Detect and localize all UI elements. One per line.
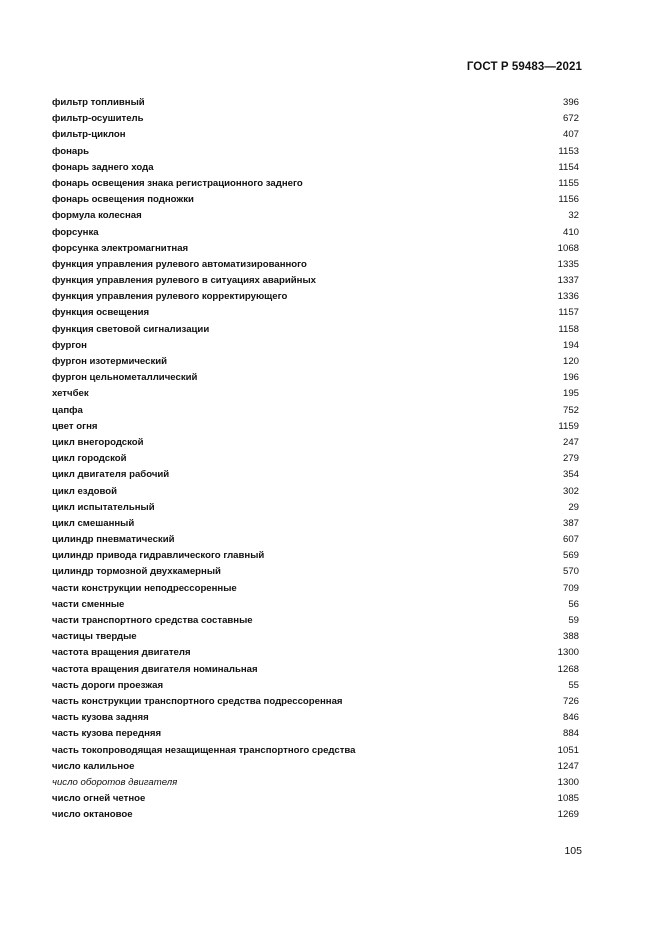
index-entry	[52, 807, 579, 823]
index-entry	[52, 678, 579, 694]
index-page-ref: 1085	[557, 793, 579, 805]
index-entry	[52, 597, 579, 613]
index-entry	[52, 613, 579, 629]
index-page-ref: 194	[562, 339, 579, 351]
index-term: хетчбек	[52, 388, 89, 400]
index-term: частота вращения двигателя	[52, 647, 191, 659]
index-entry	[52, 548, 579, 564]
index-entry	[52, 516, 579, 532]
index-page-ref: 59	[568, 615, 579, 626]
index-entry	[52, 645, 579, 661]
index-page-ref: 1156	[558, 194, 579, 206]
index-page-ref: 410	[562, 226, 579, 238]
index-term: функция управления рулевого автоматизированного	[52, 258, 307, 270]
index-page-ref: 607	[562, 534, 579, 546]
index-term: число оборотов двигателя	[52, 776, 178, 788]
index-entry	[52, 743, 579, 759]
index-page-ref: 387	[562, 517, 579, 529]
index-page-ref: 388	[562, 631, 579, 643]
index-term: цилиндр тормозной двухкамерный	[52, 566, 221, 578]
index-page-ref: 247	[562, 436, 579, 448]
index-entry	[52, 208, 579, 224]
index-page-ref: 56	[568, 598, 579, 610]
index-entry	[52, 500, 579, 516]
index-term: части конструкции неподрессоренные	[52, 582, 237, 594]
index-term: часть дороги проезжая	[52, 679, 164, 691]
index-entry	[52, 370, 579, 386]
index-entry	[52, 338, 579, 354]
index-page-ref: 196	[562, 372, 579, 384]
index-page-ref: 1247	[557, 760, 579, 772]
index-term: фургон цельнометаллический	[52, 372, 198, 384]
index-term: части транспортного средства составные	[52, 615, 253, 626]
index-page-ref: 1300	[557, 647, 579, 659]
index-page-ref: 302	[562, 485, 579, 497]
index-entry	[52, 144, 579, 160]
index-term: число октановое	[52, 809, 133, 821]
index-term: фонарь заднего хода	[52, 161, 154, 173]
index-page-ref: 1158	[558, 323, 579, 335]
index-term: цикл внегородской	[52, 436, 144, 448]
index-entry	[52, 273, 579, 289]
index-page-ref: 752	[562, 404, 579, 416]
index-page-ref: 1159	[558, 420, 579, 432]
index-entry	[52, 127, 579, 143]
index-entry	[52, 354, 579, 370]
index-page-ref: 1157	[558, 307, 579, 319]
index-page-ref: 32	[568, 210, 579, 222]
index-page-ref: 1154	[558, 161, 579, 173]
index-page-ref: 407	[562, 129, 579, 141]
index-entry	[52, 289, 579, 305]
index-entry	[52, 662, 579, 678]
index-entry	[52, 532, 579, 548]
index-page-ref: 846	[562, 712, 579, 724]
index-entry	[52, 176, 579, 192]
index-entry	[52, 95, 579, 111]
index-term: формула колесная	[52, 210, 142, 222]
index-term: фургон	[52, 339, 87, 351]
page-number: 105	[564, 845, 582, 857]
index-list	[52, 95, 579, 823]
index-entry	[52, 484, 579, 500]
index-page-ref: 1153	[558, 145, 579, 157]
index-term: цилиндр привода гидравлического главный	[52, 550, 265, 562]
index-term: цикл испытательный	[52, 501, 155, 513]
document-header: ГОСТ Р 59483—2021	[466, 61, 582, 73]
index-page-ref: 1335	[557, 258, 579, 270]
index-page-ref: 570	[562, 566, 579, 578]
index-entry	[52, 759, 579, 775]
index-page-ref: 1336	[557, 291, 579, 303]
index-term: число огней четное	[52, 793, 146, 805]
index-term: цикл смешанный	[52, 517, 135, 529]
index-term: форсунка	[52, 226, 99, 238]
index-page-ref: 709	[562, 582, 579, 594]
index-term: части сменные	[52, 598, 125, 610]
index-page-ref: 884	[562, 728, 579, 740]
index-entry	[52, 322, 579, 338]
index-page-ref: 279	[562, 453, 579, 465]
index-page-ref: 1155	[558, 177, 579, 189]
index-entry	[52, 791, 579, 807]
index-entry	[52, 581, 579, 597]
index-term: функция освещения	[52, 307, 150, 319]
index-term: цикл ездовой	[52, 485, 118, 497]
index-term: число калильное	[52, 760, 135, 772]
index-entry	[52, 629, 579, 645]
index-page-ref: 195	[562, 388, 579, 400]
index-entry	[52, 257, 579, 273]
index-term: фонарь	[52, 145, 90, 157]
index-term: цилиндр пневматический	[52, 534, 175, 546]
index-entry	[52, 467, 579, 483]
index-entry	[52, 419, 579, 435]
index-page-ref: 726	[562, 695, 579, 707]
index-term: частота вращения двигателя номинальная	[52, 663, 258, 675]
index-term: функция управления рулевого в ситуациях аварийных	[52, 275, 316, 287]
index-entry	[52, 386, 579, 402]
index-term: цапфа	[52, 404, 83, 416]
index-term: функция управления рулевого корректирующего	[52, 291, 288, 303]
index-term: часть токопроводящая незащищенная транспортного средства	[52, 744, 356, 756]
index-entry	[52, 694, 579, 710]
index-term: цвет огня	[52, 420, 98, 432]
index-page-ref: 1337	[557, 275, 579, 287]
index-term: фонарь освещения знака регистрационного заднего	[52, 177, 303, 189]
index-term: часть кузова задняя	[52, 712, 149, 724]
index-entry	[52, 305, 579, 321]
index-term: фильтр-осушитель	[52, 113, 144, 125]
index-term: фонарь освещения подножки	[52, 194, 194, 206]
index-term: фильтр топливный	[52, 97, 145, 108]
index-page-ref: 1269	[557, 809, 579, 821]
index-term: функция световой сигнализации	[52, 323, 210, 335]
index-entry	[52, 564, 579, 580]
index-entry	[52, 710, 579, 726]
index-page-ref: 569	[562, 550, 579, 562]
index-entry	[52, 192, 579, 208]
index-entry	[52, 451, 579, 467]
index-entry	[52, 111, 579, 127]
index-entry	[52, 241, 579, 257]
index-entry	[52, 403, 579, 419]
index-term: часть конструкции транспортного средства подрессоренная	[52, 695, 343, 707]
index-term: часть кузова передняя	[52, 728, 162, 740]
index-page-ref: 29	[568, 501, 579, 513]
index-term: цикл городской	[52, 453, 127, 465]
index-term: цикл двигателя рабочий	[52, 469, 170, 481]
index-page-ref: 1300	[557, 776, 579, 788]
index-page-ref: 120	[562, 356, 579, 367]
index-term: частицы твердые	[52, 631, 137, 643]
index-page-ref: 354	[562, 469, 579, 481]
index-page-ref: 672	[562, 113, 579, 125]
index-entry	[52, 775, 579, 791]
index-term: фургон изотермический	[52, 356, 168, 367]
index-entry	[52, 160, 579, 176]
index-entry	[52, 435, 579, 451]
index-page-ref: 1068	[557, 242, 579, 254]
index-entry	[52, 225, 579, 241]
index-page-ref: 396	[562, 97, 579, 108]
index-page-ref: 1268	[557, 663, 579, 675]
index-term: форсунка электромагнитная	[52, 242, 189, 254]
index-entry	[52, 726, 579, 742]
index-term: фильтр-циклон	[52, 129, 126, 141]
index-page-ref: 55	[568, 679, 579, 691]
index-page-ref: 1051	[557, 744, 579, 756]
